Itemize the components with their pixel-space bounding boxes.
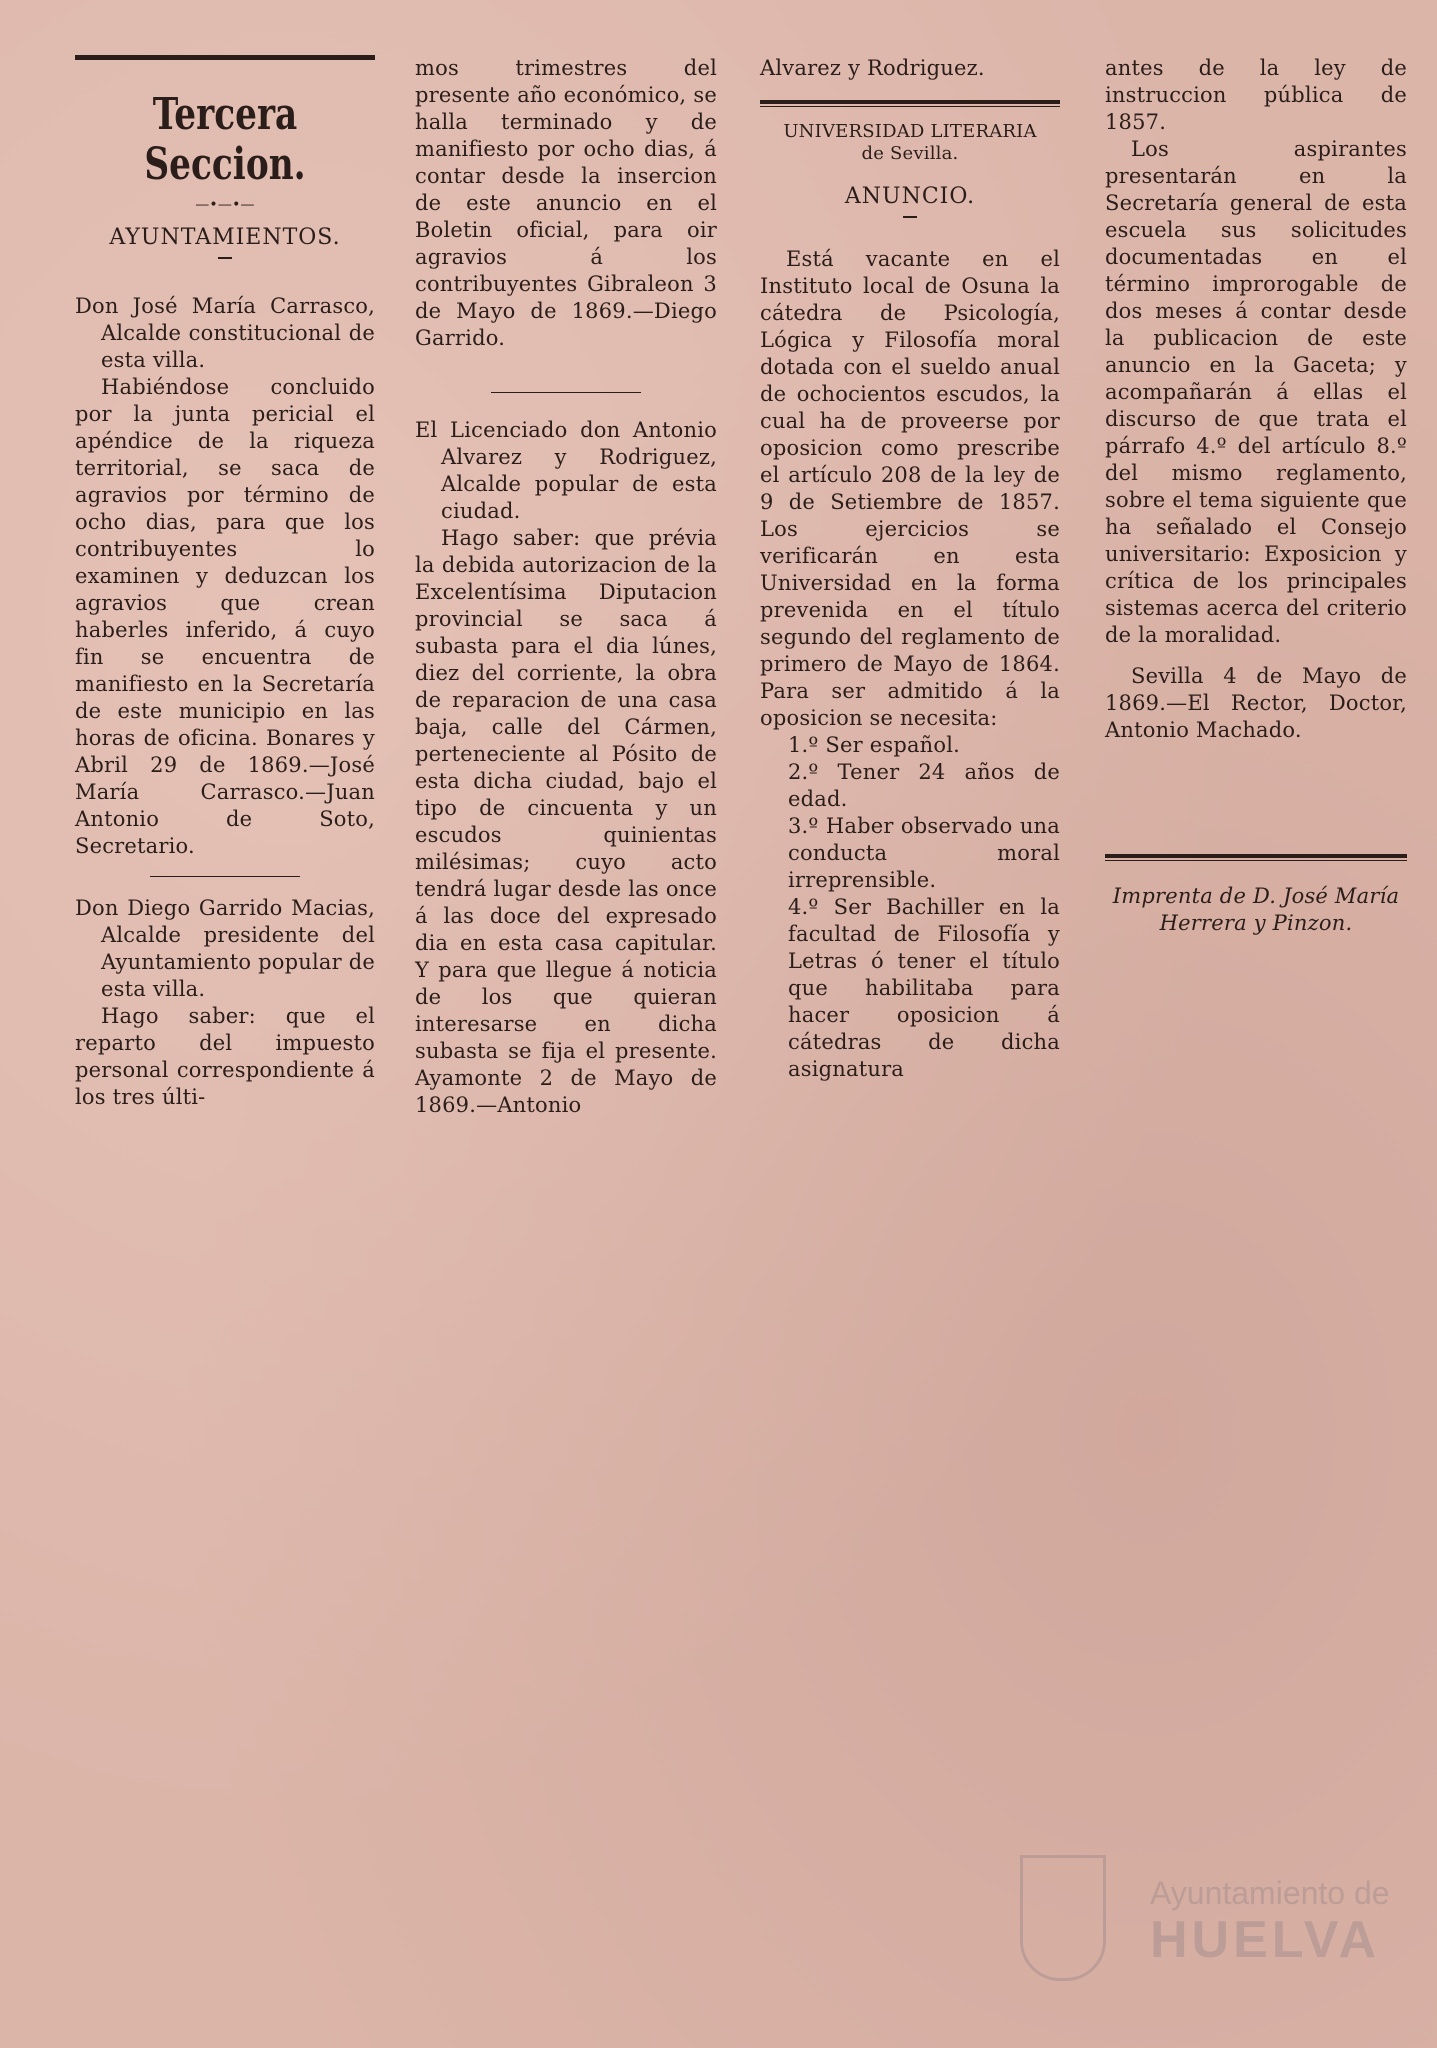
bonares-notice-body: Habiéndose concluido por la junta pericial el apéndice de la riqueza territorial, se saca de agravios por término de ocho dias, para que los contribuyentes lo examinen y deduzcan los agravios que crean haberles inferido, á cuyo fin se encuentra de manifiesto en la Secretaría de este municipio en las horas de oficina. Bonares y Abril 29 de 1869.—José María Carrasco.—Juan Antonio de Soto, Secretario. (75, 375, 375, 858)
top-rule (75, 55, 375, 60)
gibraleon-notice-continuation: mos trimestres del presente año económico, se halla terminado y de manifiesto por ocho dias, á contar desde la insercion de este anuncio en el Boletin oficial, para oir agravios á los contribuyentes Gibraleon 3 de Mayo de 1869.—Diego Garrido. (415, 56, 717, 350)
gibraleon-notice-title: Don Diego Garrido Macias, Alcalde presidente del Ayuntamiento popular de esta villa. (75, 896, 376, 1001)
watermark-line-1: Ayuntamiento de (1150, 1875, 1390, 1911)
requirement-2: 2.º Tener 24 años de edad. (788, 760, 1060, 811)
dash-divider (218, 257, 232, 259)
university-signature: Sevilla 4 de Mayo de 1869.—El Rector, Doctor, Antonio Machado. (1105, 664, 1407, 742)
university-name: UNIVERSIDAD LITERARIA (783, 121, 1037, 142)
ayamonte-notice-body: Hago saber: que prévia la debida autorizacion de la Excelentísima Diputacion provincial se saca á subasta para el dia lúnes, diez del corriente, la obra de reparacion de una casa baja, calle del Cármen, perteneciente al Pósito de esta dicha ciudad, bajo el tipo de cincuenta y un escudos quinientas milésimas; cuyo acto tendrá lugar desde las once á las doce del expresado dia en esta casa capitular. Y para que llegue á noticia de los que quieran interesarse en dicha subasta se fija el presente. Ayamonte 2 de Mayo de 1869.—Antonio (415, 526, 717, 1117)
ayuntamientos-heading: AYUNTAMIENTOS. (109, 225, 341, 250)
dash-divider (903, 216, 917, 218)
bonares-notice-title: Don José María Carrasco, Alcalde constitucional de esta villa. (75, 294, 375, 372)
university-notice-body-2: Los aspirantes presentarán en la Secretaría general de esta escuela sus solicitudes documentadas en el término improrogable de dos meses á contar desde la publicacion de este anuncio en la Gaceta; y acompañarán á ellas el discurso de que trata el párrafo 4.º del artículo 8.º del mismo reglamento, sobre el tema siguiente que ha señalado el Consejo universitario: Exposicion y crítica de los principales sistemas acerca del criterio de la moralidad. (1105, 137, 1407, 647)
ayamonte-notice-end: Alvarez y Rodriguez. (760, 56, 985, 80)
printer-imprint: Imprenta de D. José María Herrera y Pinzon. (1112, 884, 1400, 935)
column-4 (1105, 55, 1407, 937)
column-2 (415, 55, 717, 1119)
requirement-3: 3.º Haber observado una conducta moral irreprensible. (788, 814, 1060, 892)
gibraleon-notice-body: Hago saber: que el reparto del impuesto personal correspondiente á los tres últi- (75, 1004, 375, 1109)
double-rule (760, 100, 1060, 107)
ornament-divider: —•—•— (195, 197, 255, 213)
university-city: de Sevilla. (861, 143, 959, 164)
column-1 (75, 55, 375, 1111)
requirement-1: 1.º Ser español. (788, 733, 961, 757)
requirement-4-continuation: antes de la ley de instruccion pública de 1857. (1105, 56, 1407, 134)
ayamonte-notice-title: El Licenciado don Antonio Alvarez y Rodriguez, Alcalde popular de esta ciudad. (415, 418, 717, 523)
double-rule (1105, 854, 1407, 861)
anuncio-heading: ANUNCIO. (844, 184, 976, 209)
huelva-watermark (1020, 1855, 1420, 1975)
watermark-line-2: HUELVA (1150, 1911, 1381, 1969)
requirement-4: 4.º Ser Bachiller en la facultad de Filosofía y Letras ó tener el título que habilitaba para hacer oposicion á cátedras de dicha asignatura (788, 895, 1060, 1081)
university-notice-body: Está vacante en el Instituto local de Osuna la cátedra de Psicología, Lógica y Filosofía moral dotada con el sueldo anual de ochocientos escudos, la cual ha de proveerse por oposicion como prescribe el artículo 208 de la ley de 9 de Setiembre de 1857. Los ejercicios se verificarán en esta Universidad en la forma prevenida en el título segundo del reglamento de primero de Mayo de 1864. Para ser admitido á la oposicion se necesita: (760, 247, 1060, 730)
section-title: Tercera Seccion. (144, 89, 306, 190)
column-3 (760, 55, 1060, 1083)
crest-icon (1020, 1855, 1106, 1981)
